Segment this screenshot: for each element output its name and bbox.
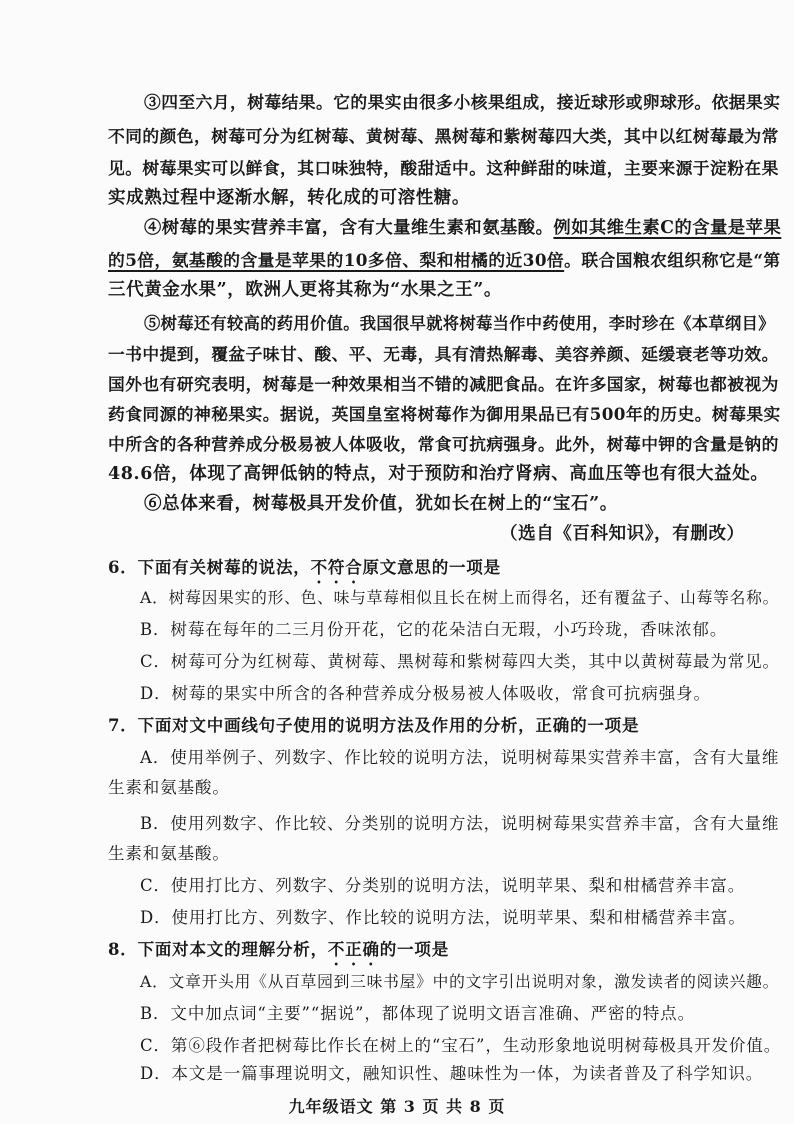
passage-p5-line-6: 48.6倍，体现了高钾低钠的特点，对于预防和治疗肾病、高血压等也有很大益处。	[108, 464, 769, 484]
q7-option-a-line-2: 生素和氨基酸。	[108, 778, 230, 797]
question-7-title: 7．下面对文中画线句子使用的说明方法及作用的分析，正确的一项是	[108, 716, 640, 735]
q6-option-c: C．树莓可分为红树莓、黄树莓、黑树莓和紫树莓四大类，其中以黄树莓最为常见。	[140, 652, 780, 671]
passage-p6: ⑥总体来看，树莓极具开发价值，犹如长在树上的“宝石”。	[144, 494, 618, 514]
question-8-title	[108, 938, 449, 969]
q6-option-d: D．树莓的果实中所含的各种营养成分极易被人体吸收，常食可抗病强身。	[140, 684, 711, 703]
q8-option-c: C．第⑥段作者把树莓比作长在树上的“宝石”，生动形象地说明树莓极具开发价值。	[140, 1036, 782, 1055]
passage-p5-line-5: 中所含的各种营养成分极易被人体吸收，常食可抗病强身。此外，树莓中钾的含量是钠的	[108, 434, 779, 454]
q7-option-b-line-1: B．使用列数字、作比较、分类别的说明方法，说明树莓果实营养丰富，含有大量维	[140, 814, 780, 833]
passage-p4-line-2	[108, 248, 781, 272]
p4-underlined-sentence-part-2: 的5倍，氨基酸的含量是苹果的10多倍、梨和柑橘的近30倍	[108, 250, 565, 270]
q6-title-after: 原文意思的一项是	[362, 558, 501, 577]
q6-emphasis: 不符合	[310, 558, 363, 577]
q8-title-before: 8．下面对本文的理解分析，	[108, 940, 328, 959]
q8-option-b: B．文中加点词“主要”“据说”，都体现了说明文语言准确、严密的特点。	[140, 1004, 695, 1023]
passage-p3-line-4: 实成熟过程中逐渐水解，转化成的可溶性糖。	[108, 188, 470, 208]
passage-p5-line-2: 一书中提到，覆盆子味甘、酸、平、无毒，具有清热解毒、美容养颜、延缓衰老等功效。	[108, 344, 779, 364]
q6-title-before: 6．下面有关树莓的说法，	[108, 558, 311, 577]
q7-option-c: C．使用打比方、列数字、分类别的说明方法，说明苹果、梨和柑橘营养丰富。	[140, 876, 746, 895]
q6-option-b: B．树莓在每年的二三月份开花，它的花朵洁白无瑕，小巧玲珑，香味浓郁。	[140, 620, 728, 639]
q7-option-b-line-2: 生素和氨基酸。	[108, 844, 230, 863]
q8-title-after: 的一项是	[379, 940, 449, 959]
passage-p4-line-1	[144, 216, 781, 240]
page-footer: 九年级语文 第 3 页 共 8 页	[288, 1097, 506, 1116]
q8-option-d: D．本文是一篇事理说明文，融知识性、趣味性为一体，为读者普及了科学知识。	[140, 1064, 764, 1083]
q7-option-d: D．使用打比方、列数字、作比较的说明方法，说明苹果、梨和柑橘营养丰富。	[140, 908, 746, 927]
question-6-title	[108, 556, 501, 587]
p4-plain-text-2: 。联合国粮农组织称它是“第	[564, 250, 781, 270]
q8-option-a: A．文章开头用《从百草园到三味书屋》中的文字引出说明对象，激发读者的阅读兴趣。	[140, 972, 780, 991]
q7-option-a-line-1: A．使用举例子、列数字、作比较的说明方法，说明树莓果实营养丰富，含有大量维	[140, 748, 780, 767]
p4-plain-text: ④树莓的果实营养丰富，含有大量维生素和氨基酸。	[144, 218, 554, 238]
passage-p4-line-3: 三代黄金水果”，欧洲人更将其称为“水果之王”。	[108, 280, 502, 300]
passage-p5-line-4: 药食同源的神秘果实。据说，英国皇室将树莓作为御用果品已有500年的历史。树莓果实	[108, 404, 781, 424]
passage-source: （选自《百科知识》，有删改）	[500, 524, 745, 544]
passage-p3-line-2: 不同的颜色，树莓可分为红树莓、黄树莓、黑树莓和紫树莓四大类，其中以红树莓最为常	[108, 126, 779, 146]
q8-emphasis: 不正确	[327, 940, 380, 959]
passage-p5-line-1: ⑤树莓还有较高的药用价值。我国很早就将树莓当作中药使用，李时珍在《本草纲目》	[144, 314, 775, 333]
q6-option-a: A．树莓因果实的形、色、味与草莓相似且长在树上而得名，还有覆盆子、山莓等名称。	[140, 588, 780, 607]
p4-underlined-sentence-part-1: 例如其维生素C的含量是苹果	[553, 218, 782, 238]
passage-p5-line-3: 国外也有研究表明，树莓是一种效果相当不错的减肥食品。在许多国家，树莓也都被视为	[108, 374, 779, 394]
passage-p3-line-3: 见。树莓果实可以鲜食，其口味独特，酸甜适中。这种鲜甜的味道，主要来源于淀粉在果	[108, 158, 779, 178]
passage-p3-line-1: ③四至六月，树莓结果。它的果实由很多小核果组成，接近球形或卵球形。依据果实	[144, 92, 781, 112]
